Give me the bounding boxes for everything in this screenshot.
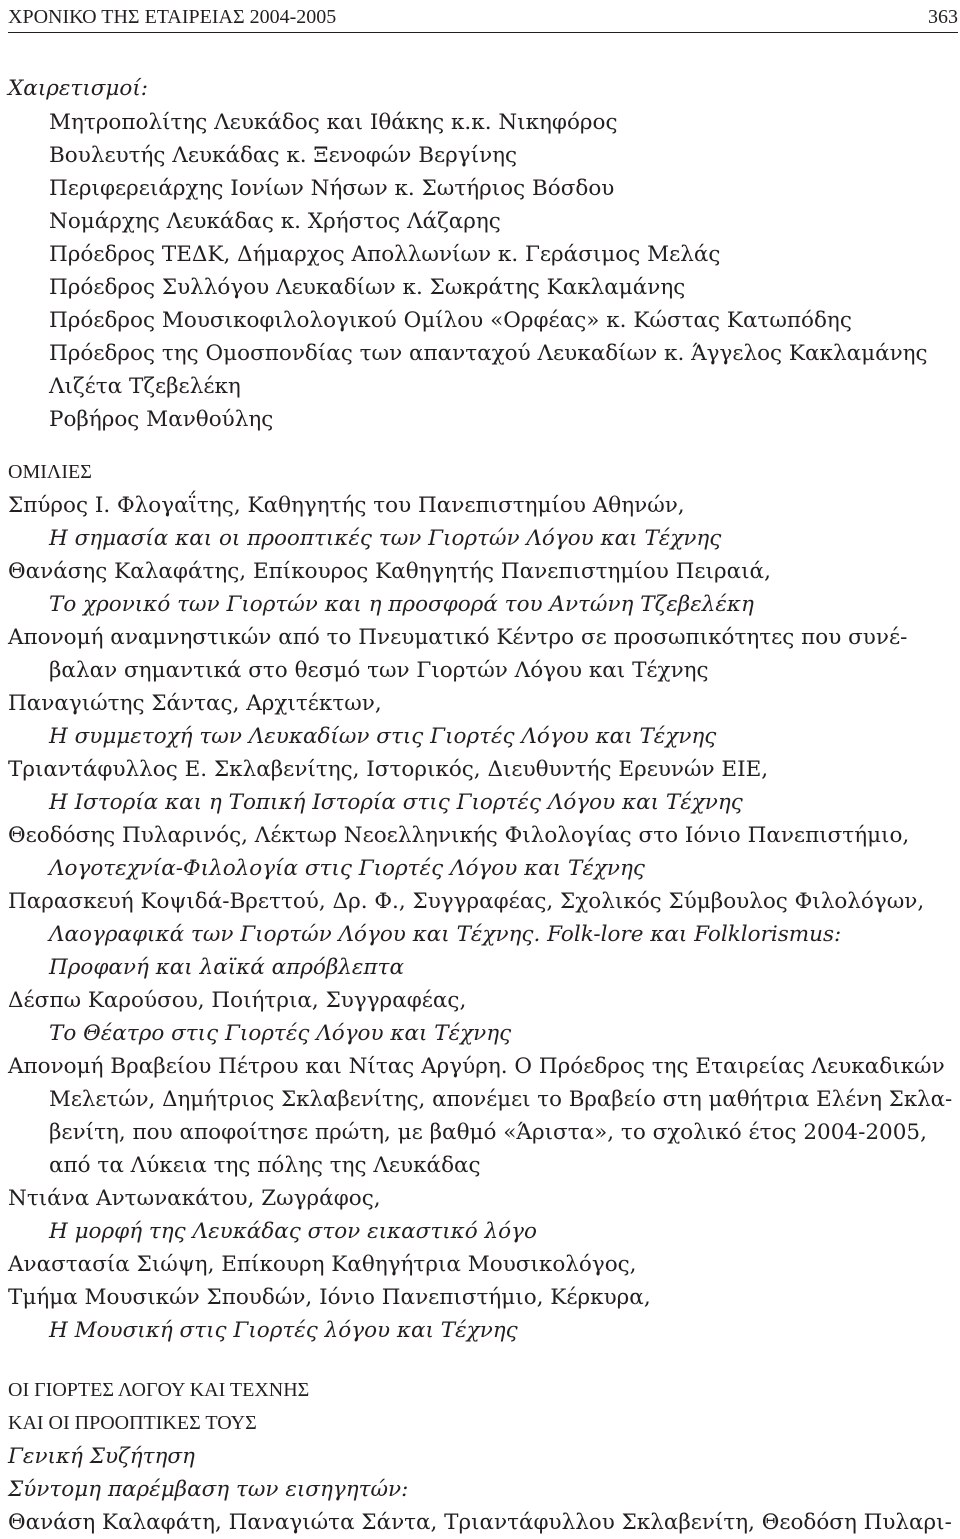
talks-heading: ΟΜΙΛΙΕΣ (8, 461, 92, 483)
talk-title: Η Μουσική στις Γιορτές λόγου και Τέχνης (49, 1318, 518, 1343)
festivals-heading: ΟΙ ΓΙΟΡΤΕΣ ΛΟΓΟΥ ΚΑΙ ΤΕΧΝΗΣ (8, 1379, 310, 1401)
talk-speaker: Θεοδόσης Πυλαρινός, Λέκτωρ Νεοελληνικής Φιλολογίας στο Ιόνιο Πανεπιστήμιο, (8, 823, 910, 848)
talk-title: Προφανή και λαϊκά απρόβλεπτα (49, 955, 404, 980)
talk-title: Το χρονικό των Γιορτών και η προσφορά του Αντώνη Τζεβελέκη (49, 592, 754, 617)
talk-title: Η σημασία και οι προοπτικές των Γιορτών Λόγου και Τέχνης (49, 526, 722, 551)
greeting-item: Πρόεδρος Μουσικοφιλολογικού Ομίλου «Ορφέας» κ. Κώστας Κατωπόδης (49, 308, 852, 333)
greeting-item: Μητροπολίτης Λευκάδος και Ιθάκης κ.κ. Νικηφόρος (49, 110, 618, 135)
running-header (8, 2, 958, 33)
greeting-item: Πρόεδρος ΤΕΔΚ, Δήμαρχος Απολλωνίων κ. Γεράσιμος Μελάς (49, 242, 721, 267)
talk-line: βενίτη, που αποφοίτησε πρώτη, με βαθμό «Άριστα», το σχολικό έτος 2004-2005, (49, 1120, 927, 1145)
talk-title: Λαογραφικά των Γιορτών Λόγου και Τέχνης. Folk-lore και Folklorismus: (49, 922, 842, 947)
talk-speaker: Τμήμα Μουσικών Σπουδών, Ιόνιο Πανεπιστήμιο, Κέρκυρα, (8, 1285, 651, 1310)
festivals-heading-cont: ΚΑΙ ΟΙ ΠΡΟΟΠΤΙΚΕΣ ΤΟΥΣ (8, 1412, 257, 1434)
greeting-item: Ροβήρος Μανθούλης (49, 407, 274, 432)
speakers-line: Θανάση Καλαφάτη, Παναγιώτα Σάντα, Τριαντάφυλλου Σκλαβενίτη, Θεοδόση Πυλαρι- (8, 1510, 952, 1535)
talk-speaker: Θανάσης Καλαφάτης, Επίκουρος Καθηγητής Πανεπιστημίου Πειραιά, (8, 559, 771, 584)
talk-speaker: Τριαντάφυλλος Ε. Σκλαβενίτης, Ιστορικός, Διευθυντής Ερευνών ΕΙΕ, (8, 757, 769, 782)
greetings-heading: Χαιρετισμοί: (8, 76, 149, 101)
running-title: ΧΡΟΝΙΚΟ ΤΗΣ ΕΤΑΙΡΕΙΑΣ 2004-2005 (8, 6, 337, 28)
talk-line: Απονομή Βραβείου Πέτρου και Νίτας Αργύρη. Ο Πρόεδρος της Εταιρείας Λευκαδικών (8, 1054, 945, 1079)
greeting-item: Βουλευτής Λευκάδας κ. Ξενοφών Βεργίνης (49, 143, 518, 168)
talk-title: Το Θέατρο στις Γιορτές Λόγου και Τέχνης (49, 1021, 512, 1046)
page-number: 363 (928, 6, 958, 28)
talk-speaker: Ντιάνα Αντωνακάτου, Ζωγράφος, (8, 1186, 381, 1211)
greeting-item: Περιφερειάρχης Ιονίων Νήσων κ. Σωτήριος Βόσδου (49, 176, 615, 201)
greeting-item: Λιζέτα Τζεβελέκη (49, 374, 241, 399)
brief-intervention: Σύντομη παρέμβαση των εισηγητών: (8, 1477, 409, 1502)
talk-line: βαλαν σημαντικά στο θεσμό των Γιορτών Λόγου και Τέχνης (49, 658, 709, 683)
talk-title: Η μορφή της Λευκάδας στον εικαστικό λόγο (49, 1219, 537, 1244)
talk-line: Μελετών, Δημήτριος Σκλαβενίτης, απονέμει το Βραβείο στη μαθήτρια Ελένη Σκλα- (49, 1087, 953, 1112)
greeting-item: Πρόεδρος Συλλόγου Λευκαδίων κ. Σωκράτης Κακλαμάνης (49, 275, 686, 300)
talk-title: Η Ιστορία και η Τοπική Ιστορία στις Γιορτές Λόγου και Τέχνης (49, 790, 743, 815)
greeting-item: Νομάρχης Λευκάδας κ. Χρήστος Λάζαρης (49, 209, 501, 234)
greeting-item: Πρόεδρος της Ομοσπονδίας των απανταχού Λευκαδίων κ. Άγγελος Κακλαμάνης (49, 341, 928, 366)
general-discussion: Γενική Συζήτηση (8, 1444, 195, 1469)
talk-line: Απονομή αναμνηστικών από το Πνευματικό Κέντρο σε προσωπικότητες που συνέ- (8, 625, 908, 650)
talk-speaker: Αναστασία Σιώψη, Επίκουρη Καθηγήτρια Μουσικολόγος, (8, 1252, 637, 1277)
talk-speaker: Παρασκευή Κοψιδά-Βρεττού, Δρ. Φ., Συγγραφέας, Σχολικός Σύμβουλος Φιλολόγων, (8, 889, 925, 914)
talk-line: από τα Λύκεια της πόλης της Λευκάδας (49, 1153, 481, 1178)
talk-title: Λογοτεχνία-Φιλολογία στις Γιορτές Λόγου και Τέχνης (49, 856, 645, 881)
talk-speaker: Δέσπω Καρούσου, Ποιήτρια, Συγγραφέας, (8, 988, 467, 1013)
talk-speaker: Σπύρος Ι. Φλογαΐτης, Καθηγητής του Πανεπιστημίου Αθηνών, (8, 493, 685, 518)
talk-title: Η συμμετοχή των Λευκαδίων στις Γιορτές Λόγου και Τέχνης (49, 724, 717, 749)
talk-speaker: Παναγιώτης Σάντας, Αρχιτέκτων, (8, 691, 382, 716)
